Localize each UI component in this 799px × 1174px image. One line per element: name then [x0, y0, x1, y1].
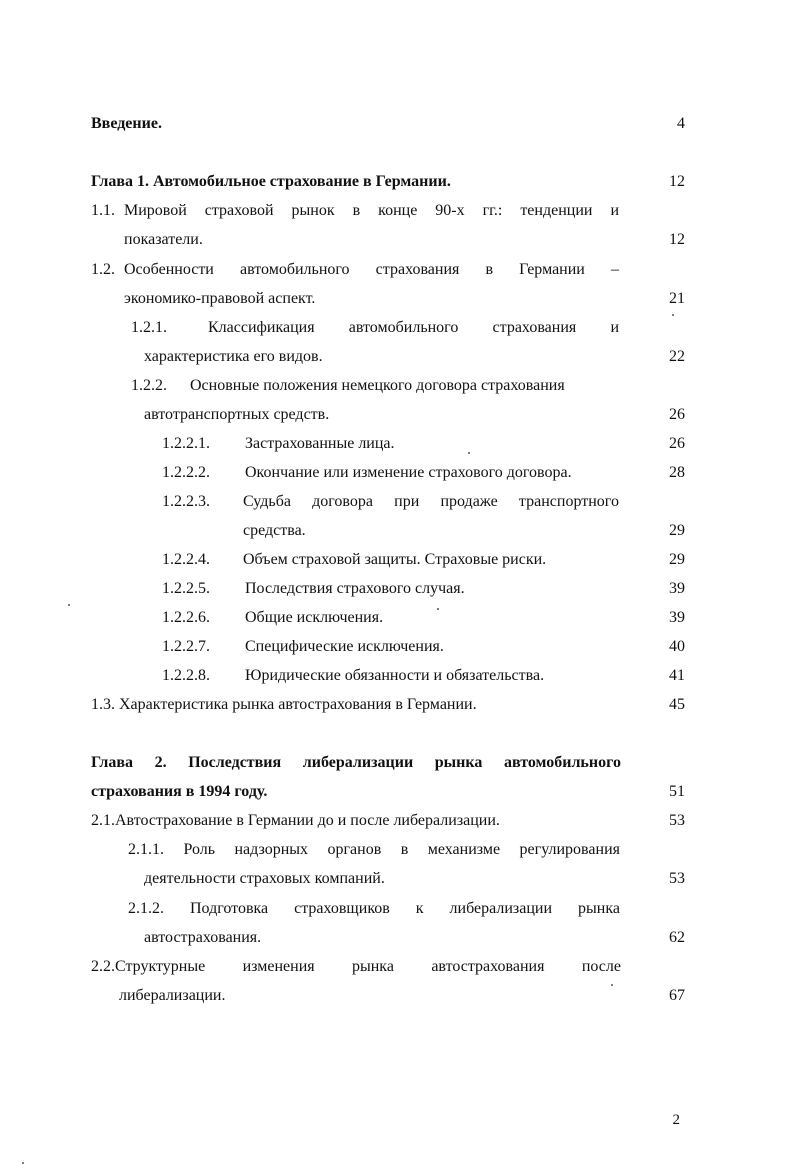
toc-chapter-2-title: Глава 2. Последствия либерализации рынка автомобильного: [91, 754, 621, 771]
toc-1-2-2-5-page: 39: [669, 580, 685, 597]
toc-1-2-2-4-page: 29: [669, 551, 685, 568]
toc-2-1-2-title: 2.1.2. Подготовка страховщиков к либерализации рынка: [128, 900, 620, 917]
toc-intro-title: Введение.: [91, 115, 162, 132]
toc-1-2-2-7-page: 40: [669, 638, 685, 655]
toc-intro-page: 4: [677, 115, 685, 132]
toc-1-2-2-4-number: 1.2.2.4.: [162, 551, 210, 568]
toc-1-2-2-2-title: Окончание или изменение страхового договора.: [245, 464, 572, 481]
scan-speck: [672, 314, 674, 316]
toc-1-2-2-3-page: 29: [669, 522, 685, 539]
toc-1-2-title-cont: экономико-правовой аспект.: [124, 290, 316, 307]
toc-1-2-2-2-page: 28: [669, 464, 685, 481]
toc-1-2-page: 21: [669, 290, 685, 307]
toc-1-2-2-title: Основные положения немецкого договора страхования: [190, 377, 565, 394]
toc-1-2-2-6-page: 39: [669, 609, 685, 626]
toc-1-2-2-7-number: 1.2.2.7.: [162, 638, 210, 655]
toc-1-2-2-title-cont: автотранспортных средств.: [144, 406, 330, 423]
toc-1-2-2-8-number: 1.2.2.8.: [162, 667, 210, 684]
toc-chapter-1-page: 12: [669, 173, 685, 190]
toc-2-2-title: 2.2.Структурные изменения рынка автострахования после: [91, 958, 621, 975]
toc-1-2-2-8-title: Юридические обязанности и обязательства.: [245, 667, 545, 684]
toc-2-2-page: 67: [669, 987, 685, 1004]
toc-2-2-title-cont: либерализации.: [119, 987, 226, 1004]
toc-2-1-1-title: 2.1.1. Роль надзорных органов в механизме регулирования: [128, 841, 620, 858]
toc-1-2-1-title-cont: характеристика его видов.: [144, 348, 323, 365]
toc-2-1-page: 53: [669, 812, 685, 829]
toc-2-1-1-page: 53: [669, 870, 685, 887]
toc-1-1-page: 12: [669, 231, 685, 248]
toc-1-2-2-2-number: 1.2.2.2.: [162, 464, 210, 481]
toc-chapter-2-page: 51: [669, 783, 685, 800]
toc-1-3-page: 45: [669, 696, 685, 713]
toc-1-3-title: 1.3. Характеристика рынка автострахования в Германии.: [91, 696, 477, 713]
toc-1-2-1-title: Классификация автомобильного страхования и: [208, 319, 619, 336]
toc-2-1-1-title-cont: деятельности страховых компаний.: [144, 870, 385, 887]
toc-1-2-2-6-number: 1.2.2.6.: [162, 609, 210, 626]
toc-1-2-2-number: 1.2.2.: [131, 377, 167, 394]
toc-chapter-2-title-cont: страхования в 1994 году.: [91, 783, 268, 800]
toc-1-2-2-5-number: 1.2.2.5.: [162, 580, 210, 597]
toc-1-2-2-1-number: 1.2.2.1.: [162, 435, 210, 452]
toc-1-1-title-cont: показатели.: [124, 231, 203, 248]
scan-speck: [611, 984, 613, 986]
toc-1-2-title: Особенности автомобильного страхования в Германии –: [124, 261, 619, 278]
toc-1-2-1-page: 22: [669, 348, 685, 365]
toc-1-2-2-1-page: 26: [669, 435, 685, 452]
toc-1-1-title: Мировой страховой рынок в конце 90-х гг.: тенденции и: [124, 202, 619, 219]
scan-speck: [68, 604, 70, 606]
scan-speck: [22, 1162, 24, 1164]
toc-chapter-1-title: Глава 1. Автомобильное страхование в Германии.: [91, 173, 451, 190]
page-number: 2: [672, 1112, 680, 1128]
toc-1-2-2-page: 26: [669, 406, 685, 423]
toc-1-2-2-4-title: Объем страховой защиты. Страховые риски.: [243, 551, 547, 568]
scan-speck: [468, 452, 470, 454]
toc-1-2-2-8-page: 41: [669, 667, 685, 684]
toc-1-2-2-5-title: Последствия страхового случая.: [245, 580, 465, 597]
toc-1-2-number: 1.2.: [91, 261, 115, 278]
toc-1-2-2-6-title: Общие исключения.: [245, 609, 384, 626]
toc-1-2-1-number: 1.2.1.: [131, 319, 167, 336]
toc-2-1-2-page: 62: [669, 929, 685, 946]
toc-1-1-number: 1.1.: [91, 202, 115, 219]
toc-1-2-2-3-number: 1.2.2.3.: [162, 493, 210, 510]
toc-1-2-2-7-title: Специфические исключения.: [245, 638, 444, 655]
toc-1-2-2-3-title-cont: средства.: [243, 522, 306, 539]
toc-1-2-2-3-title: Судьба договора при продаже транспортного: [243, 493, 619, 510]
scan-speck: [437, 608, 439, 610]
toc-1-2-2-1-title: Застрахованные лица.: [245, 435, 395, 452]
toc-2-1-2-title-cont: автострахования.: [144, 929, 262, 946]
toc-2-1-title: 2.1.Автострахование в Германии до и после либерализации.: [91, 812, 500, 829]
